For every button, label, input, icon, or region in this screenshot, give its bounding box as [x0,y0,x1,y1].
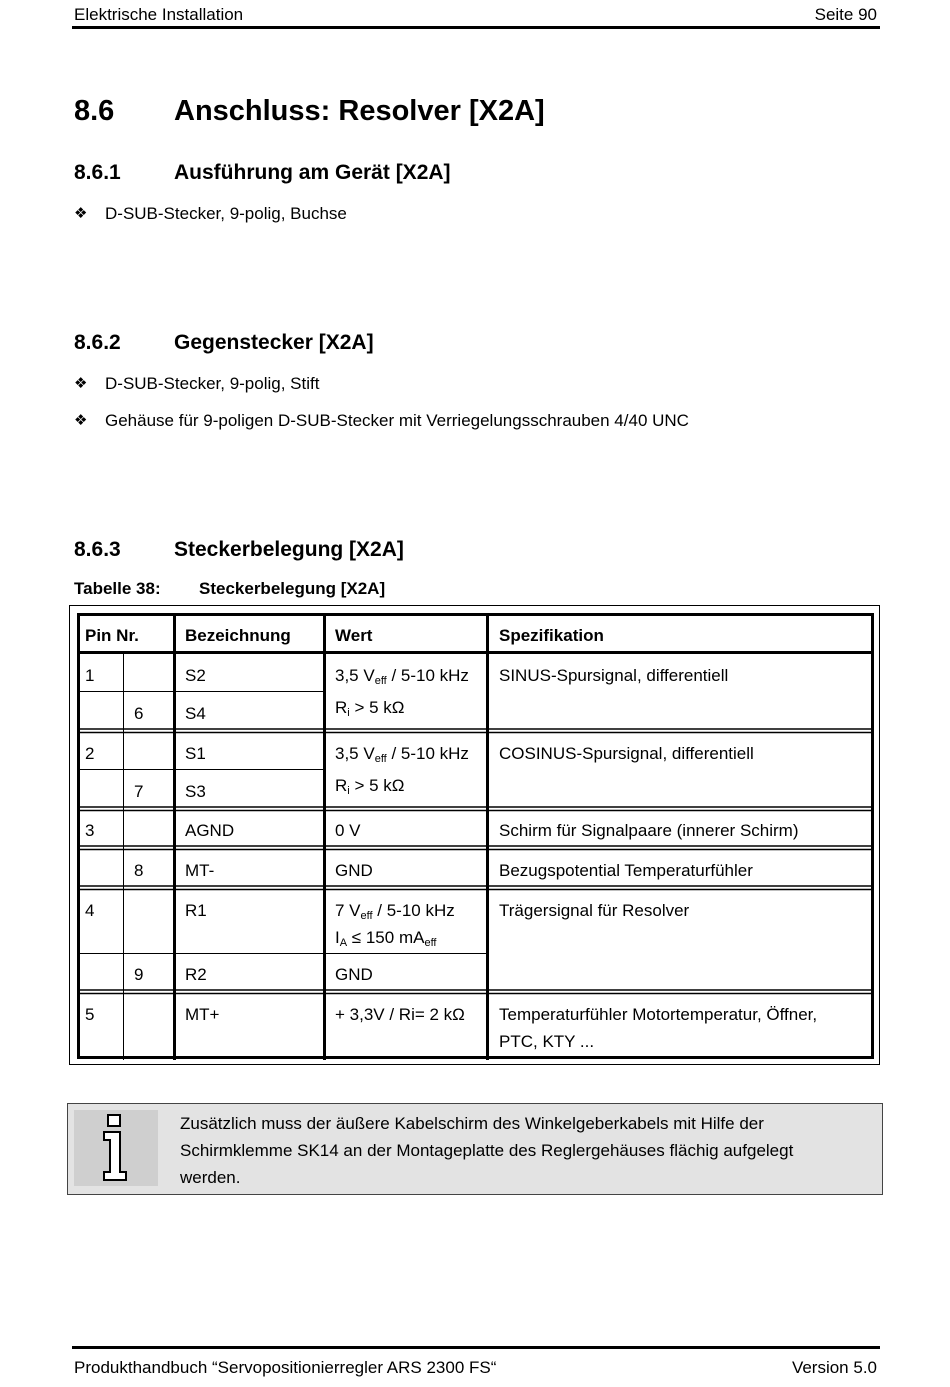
subsection-heading-1 [74,161,451,185]
note-text [180,1110,860,1191]
signal-value: 3,5 $V_{eff} / 5-10$ kHz [335,666,469,687]
signal-name: S2 [185,666,206,685]
signal-name: R1 [185,901,207,920]
subsection-number: 8.6.2 [74,331,121,354]
info-note [67,1103,883,1195]
signal-value: $R_i > 5$ kΩ [335,776,405,797]
signal-spec: Schirm für Signalpaare (innerer Schirm) [499,821,799,840]
footer-left: Produkthandbuch “Servopositionierregler ARS 2300 FS“ [74,1358,497,1377]
footer-version: Version 5.0 [791,1358,877,1377]
note-line: Schirmklemme SK14 an der Montageplatte des Reglergehäuses flächig aufgelegt [180,1141,794,1160]
column-header-spec: Spezifikation [499,626,604,645]
signal-value: 7 $V_{eff} / 5-10$ kHz [335,901,455,922]
signal-name: S1 [185,744,206,763]
signal-spec-line2: PTC, KTY ... [499,1032,595,1051]
pin-number: 6 [134,704,144,723]
pin-number: 8 [134,861,144,880]
signal-name: MT+ [185,1005,220,1024]
pin-number: 3 [85,821,95,840]
signal-value: 0 V [335,821,361,840]
subsection-title: Gegenstecker [X2A] [174,331,374,354]
signal-name: R2 [185,965,207,984]
signal-name: AGND [185,821,235,840]
header-left: Elektrische Installation [74,5,244,24]
pin-number: 5 [85,1005,95,1024]
pin-number: 1 [85,666,95,685]
signal-value: GND [335,861,373,880]
pin-number: 9 [134,965,144,984]
column-header-name: Bezeichnung [185,626,291,645]
section-title: Anschluss: Resolver [X2A] [174,95,545,127]
diamond-bullet-icon: ❖ [74,205,88,222]
note-line: Zusätzlich muss der äußere Kabelschirm des Winkelgeberkabels mit Hilfe der [180,1114,764,1133]
subsection-number: 8.6.3 [74,538,121,561]
bullet-text: D-SUB-Stecker, 9-polig, Buchse [105,204,347,223]
signal-value: 3,5 $V_{eff} / 5-10$ kHz [335,744,469,765]
bullet-text: Gehäuse für 9-poligen D-SUB-Stecker mit Verriegelungsschrauben 4/40 UNC [105,411,689,430]
column-header-value: Wert [335,626,373,645]
table-caption-title: Steckerbelegung [X2A] [199,579,386,598]
bullet-text: D-SUB-Stecker, 9-polig, Stift [105,374,320,393]
pin-number: 2 [85,744,95,763]
subsection-heading-2 [74,331,374,355]
header-rule [72,26,880,29]
signal-value: + 3,3V / Ri= 2 kΩ [335,1005,465,1024]
signal-value-line2: $I_A \le 150$ $mA_{eff}$ [335,928,437,949]
signal-name: MT- [185,861,215,880]
signal-name: S3 [185,782,206,801]
diamond-bullet-icon: ❖ [74,375,88,392]
subsection-title: Ausführung am Gerät [X2A] [174,161,451,184]
signal-name: S4 [185,704,206,723]
column-header-pin: Pin Nr. [85,626,139,645]
footer-rule [72,1346,880,1349]
table-caption [74,579,386,599]
subsection-heading-3 [74,538,404,562]
signal-spec: SINUS-Spursignal, differentiell [499,666,729,685]
pin-number: 4 [85,901,95,920]
note-line: werden. [180,1168,241,1187]
signal-spec: Temperaturfühler Motortemperatur, Öffner, [499,1005,818,1024]
subsection-title: Steckerbelegung [X2A] [174,538,404,561]
info-icon [74,1110,158,1186]
subsection-number: 8.6.1 [74,161,121,184]
table-caption-label: Tabelle 38: [74,579,161,598]
signal-spec: COSINUS-Spursignal, differentiell [499,744,754,763]
pin-number: 7 [134,782,144,801]
section-number: 8.6 [74,95,115,127]
signal-spec: Bezugspotential Temperaturfühler [499,861,753,880]
signal-value: GND [335,965,373,984]
signal-value: $R_i > 5$ kΩ [335,698,405,719]
diamond-bullet-icon: ❖ [74,412,88,429]
signal-spec: Trägersignal für Resolver [499,901,690,920]
header-page-number: Seite 90 [814,5,877,24]
